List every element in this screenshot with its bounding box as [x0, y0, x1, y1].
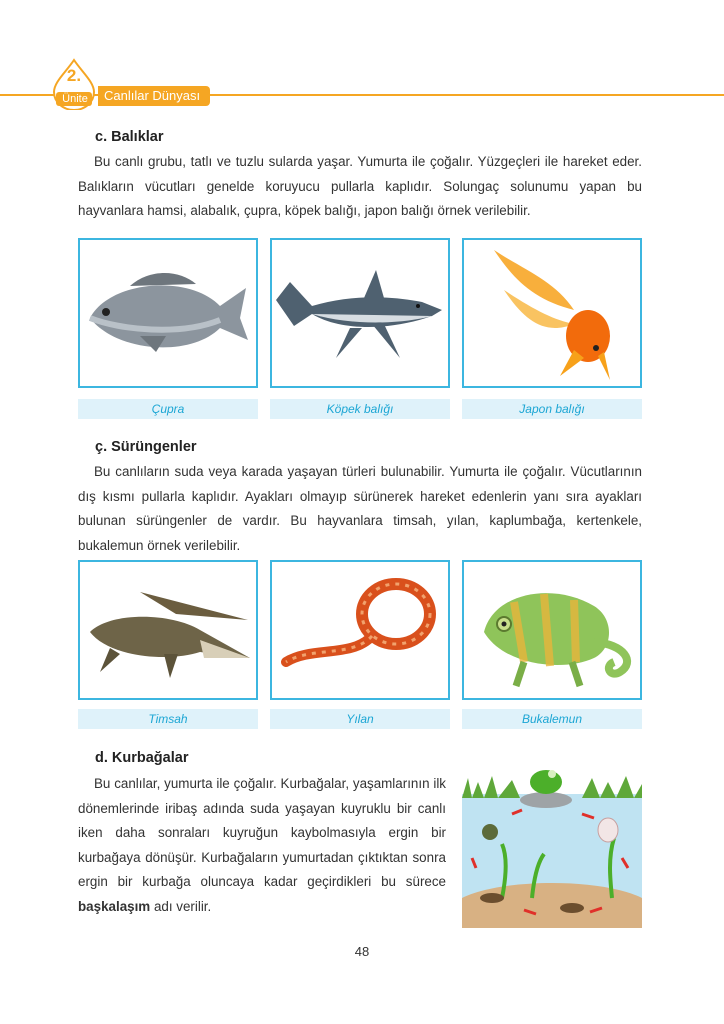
- image-timsah: [78, 560, 258, 700]
- fish-paragraph: [78, 150, 642, 224]
- fish-heading: c. Balıklar: [95, 129, 164, 145]
- image-kopek-baligi: [270, 238, 450, 388]
- unit-number: 2.: [66, 66, 82, 85]
- crocodile-icon: [80, 562, 256, 698]
- image-yilan: [270, 560, 450, 700]
- fish-text: Bu canlı grubu, tatlı ve tuzlu sularda yaşar. Yumurta ile çoğalır. Yüzgeçleri ile hareket eder. Balıkların vücutları genelde koruyucu pullarla kaplıdır. Solungaç solunumu yapan bu hayvanlara hamsi, alabalık, çupra, köpek balığı, japon balığı örnek verilebilir.: [78, 154, 642, 218]
- frogs-text-end: adı verilir.: [150, 898, 212, 914]
- caption-japon-baligi: Japon balığı: [462, 399, 642, 419]
- caption-cupra: Çupra: [78, 399, 258, 419]
- frogs-paragraph: [78, 772, 446, 919]
- frogs-bold-term: başkalaşım: [78, 898, 151, 914]
- chameleon-icon: [464, 562, 640, 698]
- reptiles-heading: ç. Sürüngenler: [95, 439, 197, 455]
- reptiles-text: Bu canlıların suda veya karada yaşayan türleri bulunabilir. Yumurta ile çoğalır. Vücutlarının dış kısmı pullarla kaplıdır. Ayakları olmayıp sürünerek hareket edenlerin yanı sıra ayakları bulunan sürüngenler de vardır. Bu hayvanlara timsah, yılan, kaplumbağa, kertenkele, bukalemun örnek verilebilir.: [78, 464, 642, 553]
- image-bukalemun: [462, 560, 642, 700]
- snake-icon: [272, 562, 448, 698]
- frogs-text: Bu canlılar, yumurta ile çoğalır. Kurbağalar, yaşamlarının ilk dönemlerinde iribaş adında suda yaşayan kuyruklu bir canlı iken daha sonraları kuyruğun kaybolmasıyla ergin bir kurbağaya dönüşür. Kurbağaların yumurtadan çıktıktan sonra ergin bir kurbağa oluncaya kadar geçirdikleri bu sürece: [78, 776, 446, 889]
- page-number: 48: [354, 944, 370, 959]
- unit-word: Ünite: [62, 93, 88, 105]
- caption-timsah: Timsah: [78, 709, 258, 729]
- cupra-fish-icon: [80, 240, 256, 386]
- frog-lifecycle-illustration: [462, 758, 642, 928]
- frog-lifecycle-icon: [462, 758, 642, 928]
- unit-title: Canlılar Dünyası: [98, 86, 210, 106]
- frogs-heading: d. Kurbağalar: [95, 750, 189, 766]
- caption-bukalemun: Bukalemun: [462, 709, 642, 729]
- goldfish-icon: [464, 240, 640, 386]
- reptiles-paragraph: [78, 460, 642, 558]
- image-japon-baligi: [462, 238, 642, 388]
- caption-kopek-baligi: Köpek balığı: [270, 399, 450, 419]
- caption-yilan: Yılan: [270, 709, 450, 729]
- image-cupra: [78, 238, 258, 388]
- shark-icon: [272, 240, 448, 386]
